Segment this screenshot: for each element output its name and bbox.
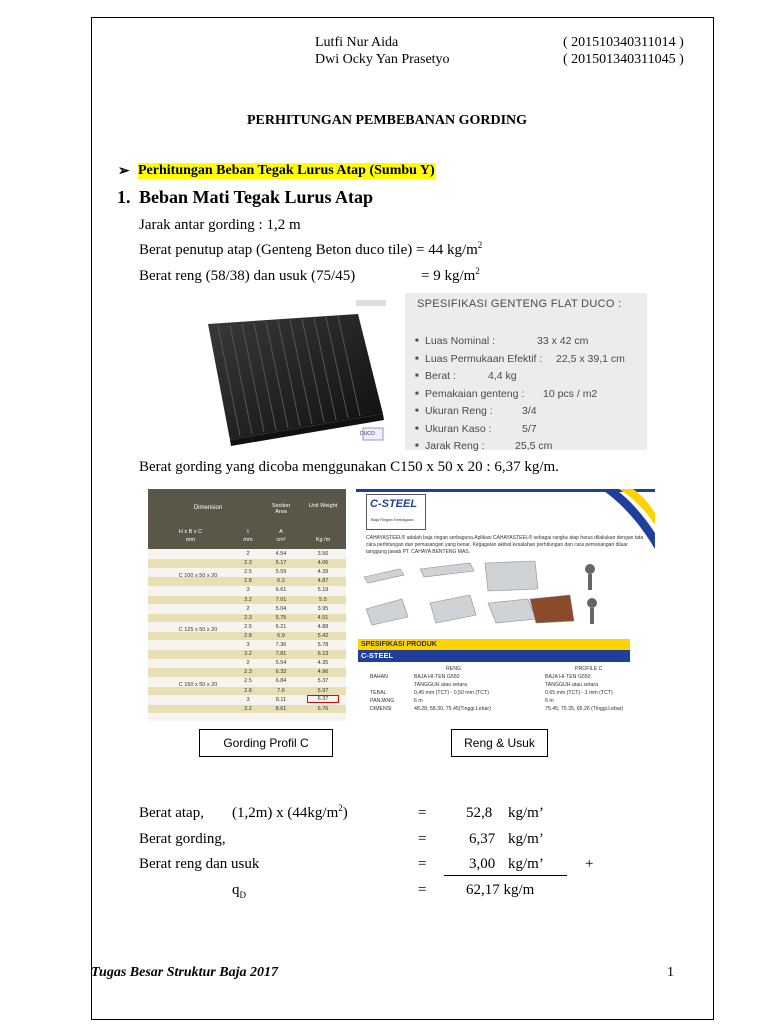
table-cell: 4.39	[317, 569, 329, 576]
table-cell: 4.35	[317, 660, 329, 667]
table-cell: 5.54	[275, 660, 287, 667]
spec-band-subtitle: C-STEEL	[358, 650, 630, 662]
table-cell: 6.32	[275, 669, 287, 676]
table-cell: 4.88	[317, 623, 329, 630]
table-row	[148, 614, 346, 623]
table-cell: 7.6	[277, 687, 285, 694]
table-cell: 3.95	[317, 605, 329, 612]
group-label: C 100 x 50 x 20	[178, 572, 218, 579]
spec-cell: DIMENSI	[370, 706, 392, 712]
spec-cell: 6 m	[414, 698, 423, 704]
table-header: Dimension H x B x C mm t mm Section Area A cm² Unit Weight Kg /m	[148, 489, 346, 549]
calc-eq: =	[418, 805, 427, 821]
page-number: 1	[667, 965, 674, 980]
table-row	[148, 559, 346, 568]
table-cell: 7.01	[275, 596, 287, 603]
profile-images	[360, 559, 630, 637]
profile-c-table	[148, 489, 346, 721]
calc-unit: kg/m’	[508, 831, 544, 847]
table-cell: 7.36	[275, 642, 287, 648]
tile-spec-list	[415, 333, 625, 456]
table-cell: 2	[246, 551, 250, 557]
table-cell: 3.56	[317, 551, 329, 557]
table-row	[148, 596, 346, 605]
group-label: C 150 x 50 x 20	[178, 681, 218, 688]
csteel-description: CAHAYASTEEL® adalah baja ringan serbaguna.Aplikasi CAHAYASTEEL® sebagai rangka atap harus dilakukan dengan tata cara perhitungan dan pemasangan yang benar. Kegagalan akibat kesalahan perhitungan dan cara pemasangan diluar tanggung jawab PT. CAHAYA BENTENG MAS.	[366, 535, 644, 555]
table-cell: 6.9	[277, 632, 285, 639]
table-cell: 2.3	[244, 669, 252, 676]
spec-item: ■ Pemakaian genteng : 10 pcs / m2	[415, 386, 542, 404]
spec-cell: 0,45 mm (TCT) - 0,50 mm (TCT)	[414, 690, 489, 696]
spec-item: ■ Luas Nominal : 33 x 42 cm	[415, 333, 542, 351]
spec-cell: TANGGUH atau setara	[414, 682, 467, 688]
calc-value-atap: 52,8	[466, 805, 493, 821]
plus-sign: +	[585, 856, 594, 872]
result-eq: =	[418, 882, 427, 898]
table-cell: 7.81	[275, 651, 287, 658]
calc-expr-atap: (1,2m) x $(44kg/m^2)$	[232, 803, 348, 821]
table-cell: 5.97	[317, 687, 329, 694]
calc-value-reng: 3,00	[469, 856, 496, 872]
section-title: Beban Mati Tegak Lurus Atap	[139, 187, 374, 207]
table-cell: 8.61	[275, 705, 287, 712]
table-cell: 2.8	[244, 578, 252, 585]
sum-line	[444, 875, 567, 876]
table-row	[148, 550, 346, 559]
spec-cell: BAHAN	[370, 674, 388, 680]
table-cell: 4.06	[317, 560, 329, 567]
csteel-logo: C-STEEL Baja Ringan Serbaguna	[366, 494, 426, 530]
author-2-name: Dwi Ocky Yan Prasetyo	[315, 52, 450, 67]
table-cell: 3.2	[244, 705, 252, 712]
table-cell: 4.96	[317, 669, 329, 676]
table-cell: 8.11	[275, 696, 287, 703]
spec-item: ■ Ukuran Reng : 3/4	[415, 403, 542, 421]
spec-cell: 48.28, 58.30, 75.45(Tinggi.Lebar)	[414, 706, 491, 712]
group-label: C 125 x 50 x 20	[178, 627, 218, 634]
spec-item: ■ Ukuran Kaso : 5/7	[415, 421, 542, 439]
spec-item: ■ Luas Permukaan Efektif : 22,5 x 39,1 cm	[415, 351, 542, 369]
table-row	[148, 650, 346, 659]
berat-penutup-line: Berat penutup atap (Genteng Beton duco tile) = 44 $kg/m^2$	[139, 240, 483, 258]
table-cell: 5.75	[275, 614, 287, 621]
author-2-id: ( 201501340311045 )	[563, 52, 684, 67]
berat-reng-value: = 9 $kg/m^2$	[421, 266, 480, 284]
table-cell: 4.51	[317, 614, 329, 621]
footer-title: Tugas Besar Struktur Baja 2017	[91, 965, 278, 980]
table-cell: 5.59	[275, 569, 287, 576]
csteel-brochure: C-STEEL Baja Ringan Serbaguna CAHAYASTEEL® adalah baja ringan serbaguna.Aplikasi CAHAYASTEEL® sebagai rangka atap harus dilakukan dengan tata cara perhitungan dan pemasangan yang benar. Kegagalan akibat kesalahan perhitungan dan cara pemasangan diluar tanggung jawab PT. CAHAYA BENTENG MAS. SPESIFIKASI PRODUK C-STEEL RENG PROFILE C BAHAN BAJA HI-TEN G550 BAJA HI-TEN G550 TANGGUH atau setara TANGGUH atau setara TEBAL 0,45 mm (TCT) - 0,50 mm (TCT) 0,65 mm (TCT) - 1 mm (TCT) PANJANG 6 m 6 m DIMENSI 48.28, 58.30, 75.45(Tinggi.Lebar) 75.45, 75.35, 65.26 (Tinggi.Lebar)	[356, 489, 655, 721]
caption-reng-usuk: Reng & Usuk	[451, 729, 548, 757]
berat-gording-line: Berat gording yang dicoba menggunakan C150 x 50 x 20 : 6,37 kg/m.	[139, 459, 559, 475]
table-cell: 5.5	[319, 596, 327, 603]
table-row	[148, 668, 346, 677]
table-cell: 2	[246, 660, 250, 667]
table-cell: 6.76	[317, 705, 329, 712]
arrow-bullet-icon: ➢	[118, 164, 130, 179]
table-cell: 5.04	[275, 605, 287, 612]
table-row	[148, 586, 346, 595]
table-cell: 5.19	[317, 587, 329, 594]
tile-spec-panel	[405, 293, 647, 450]
spec-cell: 6 m	[545, 698, 554, 704]
table-row	[148, 705, 346, 714]
section-number: 1.	[117, 187, 131, 207]
spec-cell: 0,65 mm (TCT) - 1 mm (TCT)	[545, 690, 613, 696]
table-cell: 3	[246, 696, 250, 703]
duco-logo: DUCO	[360, 431, 375, 437]
calc-unit: kg/m’	[508, 856, 544, 872]
result-label: $q_D$	[232, 882, 246, 900]
table-cell: 5.17	[275, 560, 287, 567]
calc-eq: =	[418, 831, 427, 847]
table-cell: 3.2	[244, 651, 252, 658]
table-cell: 3	[246, 642, 250, 648]
spec-item: ■ Berat : 4,4 kg	[415, 368, 542, 386]
spec-cell: BAJA HI-TEN G550	[545, 674, 591, 680]
tile-spec-title: SPESIFIKASI GENTENG FLAT DUCO :	[417, 298, 622, 310]
caption-gording-profil-c: Gording Profil C	[199, 729, 333, 757]
spec-cell: BAJA HI-TEN G550	[414, 674, 460, 680]
table-row	[148, 641, 346, 650]
table-cell: 4.54	[275, 551, 287, 557]
author-1-name: Lutfi Nur Aida	[315, 35, 399, 50]
spec-cell: TANGGUH atau setara	[545, 682, 598, 688]
table-row	[148, 696, 346, 705]
table-cell: 6.21	[275, 623, 287, 630]
calc-eq: =	[418, 856, 427, 872]
table-cell: 2.3	[244, 614, 252, 621]
calc-label-gording: Berat gording,	[139, 831, 226, 847]
table-cell: 2.3	[244, 560, 252, 567]
table-cell: 2	[246, 605, 250, 612]
table-cell: 6.13	[317, 651, 329, 658]
document-title: PERHITUNGAN PEMBEBANAN GORDING	[247, 113, 528, 128]
table-row	[148, 659, 346, 668]
bullet-heading: Perhitungan Beban Tegak Lurus Atap (Sumbu Y)	[138, 163, 435, 178]
table-cell: 6.84	[275, 678, 287, 685]
table-cell: 2.5	[244, 678, 252, 685]
result-value: 62,17 kg/m	[466, 882, 535, 898]
jarak-gording: Jarak antar gording : 1,2 m	[139, 217, 301, 233]
calc-label-atap: Berat atap,	[139, 805, 204, 821]
author-1-id: ( 201510340311014 )	[563, 35, 684, 50]
table-cell: 2.8	[244, 687, 252, 694]
table-cell: 6.61	[275, 587, 287, 594]
berat-reng-label: Berat reng (58/38) dan usuk (75/45)	[139, 268, 356, 284]
calc-label-reng: Berat reng dan usuk	[139, 856, 260, 872]
table-cell: 5.78	[317, 642, 329, 648]
table-cell: 3	[246, 587, 250, 594]
table-cell: 2.5	[244, 623, 252, 630]
table-cell: 5.42	[317, 632, 329, 639]
table-cell: 2.5	[244, 569, 252, 576]
table-row	[148, 605, 346, 614]
table-cell: 5.37	[317, 678, 329, 685]
calc-unit: kg/m’	[508, 805, 544, 821]
spec-cell: PANJANG	[370, 698, 395, 704]
spec-band-title: SPESIFIKASI PRODUK	[358, 639, 630, 650]
table-cell: 6.2	[277, 578, 285, 585]
spec-cell: TEBAL	[370, 690, 387, 696]
roof-tile-image	[168, 296, 400, 450]
table-cell: 6.37	[308, 696, 338, 702]
table-cell: 4.87	[317, 578, 329, 585]
calc-value-gording: 6,37	[469, 831, 496, 847]
spec-cell: 75.45, 75.35, 65.26 (Tinggi.Lebar)	[545, 706, 624, 712]
table-cell: 3.2	[244, 596, 252, 603]
spec-item: ■ Jarak Reng : 25,5 cm	[415, 438, 542, 456]
table-cell: 2.8	[244, 632, 252, 639]
